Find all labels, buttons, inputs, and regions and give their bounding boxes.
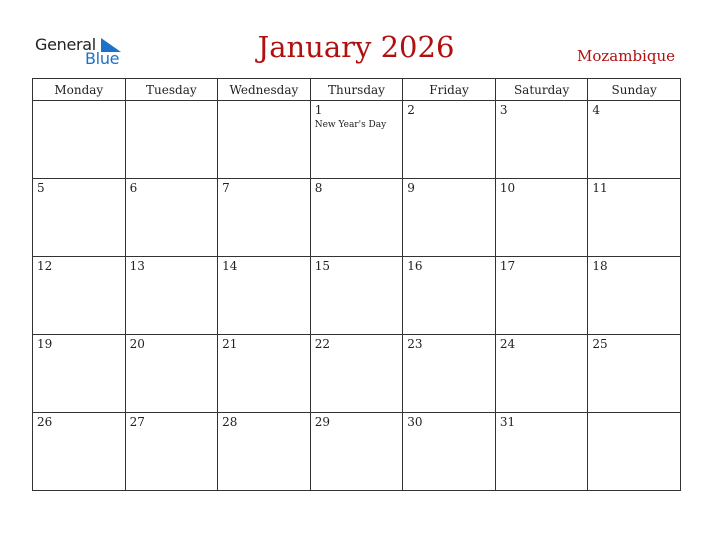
day-number: 5	[37, 181, 45, 195]
day-number: 1	[314, 103, 323, 117]
logo-text-general: General	[35, 35, 96, 54]
day-cell	[588, 335, 681, 413]
day-cell	[495, 179, 588, 257]
day-cell	[33, 335, 126, 413]
day-number: 15	[314, 259, 330, 273]
day-cell	[218, 335, 311, 413]
day-number: 7	[222, 181, 230, 195]
day-cell	[588, 257, 681, 335]
day-number: 14	[222, 259, 238, 273]
month-calendar-grid	[32, 78, 681, 491]
day-number: 24	[499, 337, 516, 351]
day-cell	[588, 179, 681, 257]
weekday-header: Monday	[33, 79, 126, 101]
holiday-label: New Year's Day	[314, 120, 387, 130]
day-number: 16	[407, 259, 423, 273]
day-number: 17	[499, 259, 516, 273]
day-cell	[588, 413, 681, 491]
weekday-header: Thursday	[310, 79, 403, 101]
day-cell	[310, 413, 403, 491]
day-number: 29	[314, 415, 330, 429]
day-cell	[33, 101, 126, 179]
day-number: 6	[129, 181, 138, 195]
logo-text-blue: Blue	[85, 49, 120, 68]
day-number: 4	[592, 103, 601, 117]
day-number	[218, 101, 310, 103]
day-cell	[33, 179, 126, 257]
weekday-header: Friday	[403, 79, 496, 101]
day-number: 8	[314, 181, 323, 195]
day-cell	[125, 179, 218, 257]
day-cell	[310, 179, 403, 257]
day-cell	[310, 335, 403, 413]
weekday-header: Tuesday	[125, 79, 218, 101]
day-cell	[495, 101, 588, 179]
day-number: 2	[407, 103, 415, 117]
day-cell	[588, 101, 681, 179]
day-number: 28	[222, 415, 238, 429]
day-cell	[218, 179, 311, 257]
day-cell	[403, 101, 496, 179]
day-number: 25	[592, 337, 608, 351]
day-cell	[403, 179, 496, 257]
day-cell	[218, 101, 311, 179]
day-number: 18	[592, 259, 608, 273]
day-cell	[310, 101, 403, 179]
weekday-header: Wednesday	[218, 79, 311, 101]
calendar-title: January 2026	[257, 30, 455, 64]
day-cell	[125, 257, 218, 335]
day-cell	[403, 257, 496, 335]
day-number: 21	[222, 337, 238, 351]
day-number	[33, 101, 125, 103]
day-cell	[495, 413, 588, 491]
day-cell	[125, 335, 218, 413]
week-row	[33, 179, 681, 257]
day-number: 22	[314, 337, 330, 351]
day-cell	[125, 101, 218, 179]
day-number: 26	[37, 415, 53, 429]
day-number: 9	[407, 181, 415, 195]
day-number: 19	[37, 337, 53, 351]
day-cell	[33, 257, 126, 335]
day-number	[588, 413, 680, 415]
day-number: 10	[499, 181, 516, 195]
week-row	[33, 257, 681, 335]
day-cell	[495, 335, 588, 413]
calendar-weeks	[33, 101, 681, 491]
day-cell	[403, 335, 496, 413]
day-number: 11	[592, 181, 608, 195]
weekday-header: Sunday	[588, 79, 681, 101]
day-number: 3	[499, 103, 508, 117]
day-cell	[310, 257, 403, 335]
day-number: 30	[407, 415, 423, 429]
day-cell	[495, 257, 588, 335]
day-cell	[403, 413, 496, 491]
day-number: 31	[499, 415, 516, 429]
week-row	[33, 335, 681, 413]
day-number: 27	[129, 415, 145, 429]
day-cell	[218, 413, 311, 491]
day-cell	[218, 257, 311, 335]
day-number: 20	[129, 337, 145, 351]
day-cell	[125, 413, 218, 491]
weekday-header: Saturday	[495, 79, 588, 101]
day-cell	[33, 413, 126, 491]
day-number: 13	[129, 259, 145, 273]
week-row	[33, 101, 681, 179]
day-number: 23	[407, 337, 423, 351]
day-number	[126, 101, 218, 103]
day-number: 12	[37, 259, 53, 273]
country-name: Mozambique	[577, 47, 675, 65]
weekday-header-row	[33, 79, 681, 101]
week-row	[33, 413, 681, 491]
